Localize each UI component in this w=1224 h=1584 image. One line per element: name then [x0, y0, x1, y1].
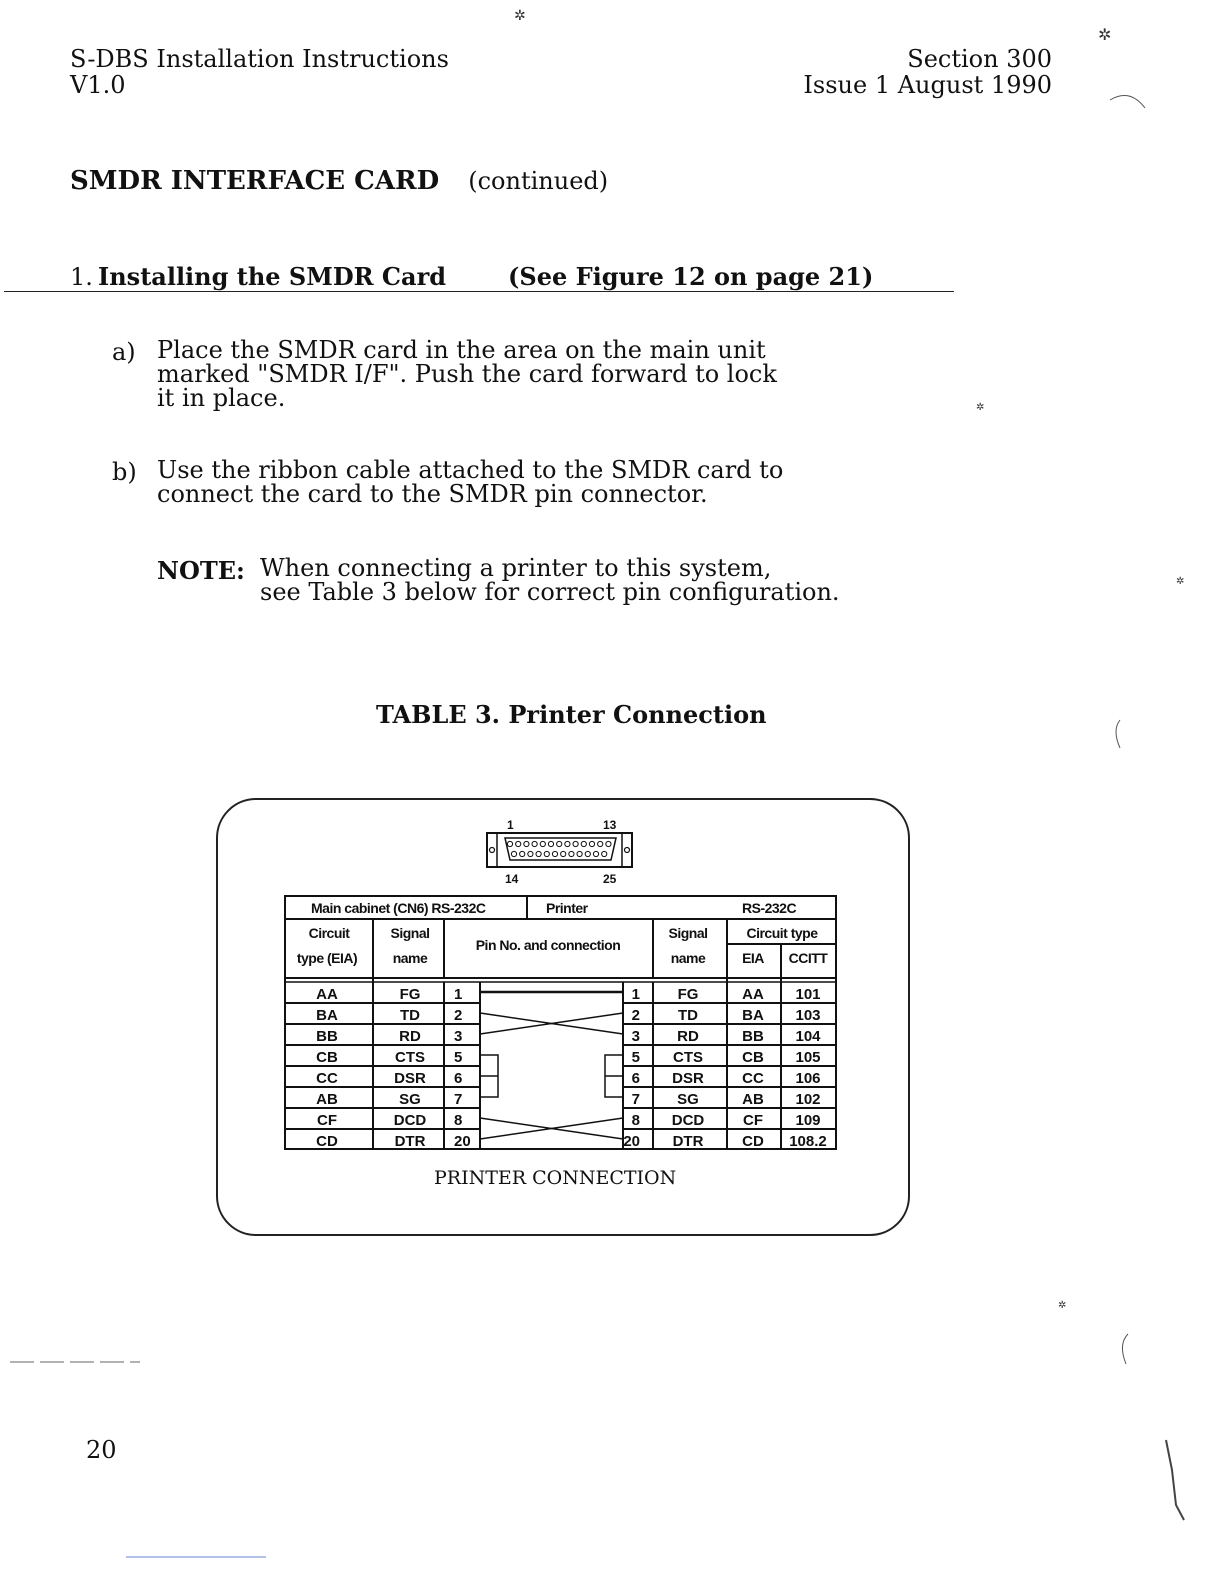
- connector-pin: [528, 851, 533, 856]
- table-cell-lc: BA: [316, 1007, 338, 1024]
- col-header-circuit-type-right: Circuit type: [746, 925, 818, 941]
- table-cell-rs: FG: [677, 986, 699, 1003]
- col-header-pin-connection: Pin No. and connection: [475, 937, 621, 953]
- table-cell-rs: SG: [677, 1091, 699, 1108]
- connector-pin: [598, 841, 603, 846]
- note-label: NOTE:: [157, 556, 245, 585]
- scan-speck: ✲: [976, 402, 985, 413]
- col-header-circuit-type: type (EIA): [296, 950, 358, 966]
- pin-label-25: 25: [603, 872, 617, 886]
- step-a-line: it in place.: [157, 384, 286, 412]
- table-cell-rs: DSR: [672, 1070, 704, 1087]
- table-cell-lp: 3: [454, 1028, 463, 1045]
- scan-artifacts: [514, 8, 1184, 1311]
- connector-pin: [593, 851, 598, 856]
- table-cell-eia: CD: [742, 1133, 764, 1150]
- heading-suffix: (continued): [468, 167, 609, 195]
- table-cell-rs: CTS: [673, 1049, 703, 1066]
- step-a-line: marked "SMDR I/F". Push the card forward to lock: [157, 360, 777, 388]
- heading-title: SMDR INTERFACE CARD: [70, 166, 440, 196]
- table-cell-rs: DTR: [672, 1133, 704, 1150]
- col-header-signal-name: name: [392, 950, 428, 966]
- connector-pin: [561, 851, 566, 856]
- col-header-eia: EIA: [742, 950, 764, 966]
- header-section: Section 300: [907, 45, 1052, 73]
- pin-label-14: 14: [505, 872, 519, 886]
- table-cell-rp: 8: [631, 1112, 640, 1129]
- connector-pin: [569, 851, 574, 856]
- step-b-label: b): [112, 458, 137, 486]
- table-cell-ls: FG: [399, 986, 421, 1003]
- connector-pin: [557, 841, 562, 846]
- table-cell-lc: CD: [316, 1133, 338, 1150]
- table-cell-lp: 1: [454, 986, 463, 1003]
- col-header-circuit: Circuit: [308, 925, 350, 941]
- table-cell-ccitt: 108.2: [789, 1133, 827, 1150]
- scan-mark: [1122, 1334, 1128, 1364]
- scan-mark: [1116, 720, 1120, 748]
- table-cell-eia: AA: [742, 986, 764, 1003]
- table-cell-lc: CB: [316, 1049, 338, 1066]
- table-cell-lc: BB: [316, 1028, 338, 1045]
- table-cell-lp: 6: [454, 1070, 463, 1087]
- table-cell-rp: 2: [631, 1007, 640, 1024]
- connector-pin: [573, 841, 578, 846]
- scan-mark: [1110, 96, 1145, 109]
- scan-mark: [1166, 1440, 1184, 1520]
- table-cell-lc: CF: [317, 1112, 337, 1129]
- section-title: Installing the SMDR Card: [98, 262, 447, 291]
- page-number: 20: [86, 1436, 117, 1464]
- connector-pin: [507, 841, 512, 846]
- table-cell-ls: CTS: [395, 1049, 425, 1066]
- table-cell-lc: CC: [316, 1070, 338, 1087]
- pin-label-13: 13: [603, 818, 617, 832]
- connector-pin: [581, 841, 586, 846]
- table-cell-eia: BA: [742, 1007, 764, 1024]
- table-header-main-cabinet: Main cabinet (CN6) RS-232C: [311, 900, 486, 916]
- connector-pin: [548, 841, 553, 846]
- connector-pin: [602, 851, 607, 856]
- table-cell-lc: AA: [316, 986, 338, 1003]
- table-cell-eia: BB: [742, 1028, 764, 1045]
- table-cell-ccitt: 102: [795, 1091, 821, 1108]
- table-header-rs232c: RS-232C: [742, 900, 797, 916]
- connector-pin: [552, 851, 557, 856]
- col-header-right-signal: Signal: [668, 925, 708, 941]
- table-cell-rs: RD: [677, 1028, 699, 1045]
- col-header-signal: Signal: [390, 925, 430, 941]
- table-cell-eia: CB: [742, 1049, 764, 1066]
- header-version: V1.0: [70, 71, 126, 99]
- table-cell-rp: 3: [631, 1028, 640, 1045]
- connector-pin: [511, 851, 516, 856]
- connector-pin: [540, 841, 545, 846]
- step-a-label: a): [112, 338, 136, 366]
- table-cell-ccitt: 105: [795, 1049, 821, 1066]
- connector-pin: [532, 841, 537, 846]
- col-header-right-signal-name: name: [670, 950, 706, 966]
- figure-caption: PRINTER CONNECTION: [434, 1167, 677, 1189]
- scan-speck: ✲: [514, 8, 526, 24]
- table-cell-ccitt: 104: [795, 1028, 821, 1045]
- connector-pin: [520, 851, 525, 856]
- connector-pin: [536, 851, 541, 856]
- connector-pin: [606, 841, 611, 846]
- note-line: see Table 3 below for correct pin configuration.: [260, 578, 840, 606]
- scan-speck: ✲: [1058, 1300, 1067, 1311]
- table-cell-lp: 7: [454, 1091, 463, 1108]
- connector-pin: [516, 841, 521, 846]
- table-cell-ccitt: 101: [795, 986, 821, 1003]
- db25-connector-icon: [487, 833, 632, 867]
- connector-pin: [585, 851, 590, 856]
- table-cell-ls: DSR: [394, 1070, 426, 1087]
- table-cell-lp: 20: [454, 1133, 471, 1150]
- table-cell-lp: 8: [454, 1112, 463, 1129]
- table-title: TABLE 3. Printer Connection: [376, 700, 767, 729]
- section-number: 1.: [70, 263, 93, 291]
- header-issue: Issue 1 August 1990: [803, 71, 1052, 99]
- table-cell-rp: 5: [631, 1049, 640, 1066]
- table-cell-eia: CF: [743, 1112, 763, 1129]
- pin-label-1: 1: [507, 818, 514, 832]
- table-cell-ccitt: 109: [795, 1112, 821, 1129]
- connector-pin: [565, 841, 570, 846]
- step-b-line: Use the ribbon cable attached to the SMDR card to: [157, 456, 784, 484]
- col-header-ccitt: CCITT: [788, 950, 828, 966]
- table-cell-ls: RD: [399, 1028, 421, 1045]
- table-cell-lp: 2: [454, 1007, 463, 1024]
- table-cell-eia: CC: [742, 1070, 764, 1087]
- note-line: When connecting a printer to this system,: [260, 554, 772, 582]
- header-doc-name: S-DBS Installation Instructions: [70, 45, 449, 73]
- table-cell-rp: 20: [623, 1133, 640, 1150]
- table-cell-rs: DCD: [671, 1112, 705, 1129]
- scan-speck: ✲: [1098, 25, 1112, 44]
- table-header-printer: Printer: [546, 900, 588, 916]
- table-cell-rp: 1: [631, 986, 640, 1003]
- section-figure-ref: (See Figure 12 on page 21): [508, 262, 874, 291]
- connector-pin: [524, 841, 529, 846]
- scan-speck: ✲: [1176, 576, 1185, 587]
- table-cell-eia: AB: [742, 1091, 764, 1108]
- table-cell-lp: 5: [454, 1049, 463, 1066]
- table-cell-rs: TD: [678, 1007, 698, 1024]
- table-cell-ccitt: 103: [795, 1007, 821, 1024]
- step-b-line: connect the card to the SMDR pin connector.: [157, 480, 708, 508]
- table-cell-ls: TD: [400, 1007, 420, 1024]
- table-cell-ls: DCD: [393, 1112, 427, 1129]
- table-cell-rp: 6: [631, 1070, 640, 1087]
- step-a-line: Place the SMDR card in the area on the main unit: [157, 336, 766, 364]
- table-cell-ccitt: 106: [795, 1070, 821, 1087]
- connector-pin: [544, 851, 549, 856]
- connector-pin: [577, 851, 582, 856]
- table-cell-ls: DTR: [394, 1133, 426, 1150]
- table-cell-ls: SG: [399, 1091, 421, 1108]
- connector-pin: [589, 841, 594, 846]
- table-cell-lc: AB: [316, 1091, 338, 1108]
- table-cell-rp: 7: [631, 1091, 640, 1108]
